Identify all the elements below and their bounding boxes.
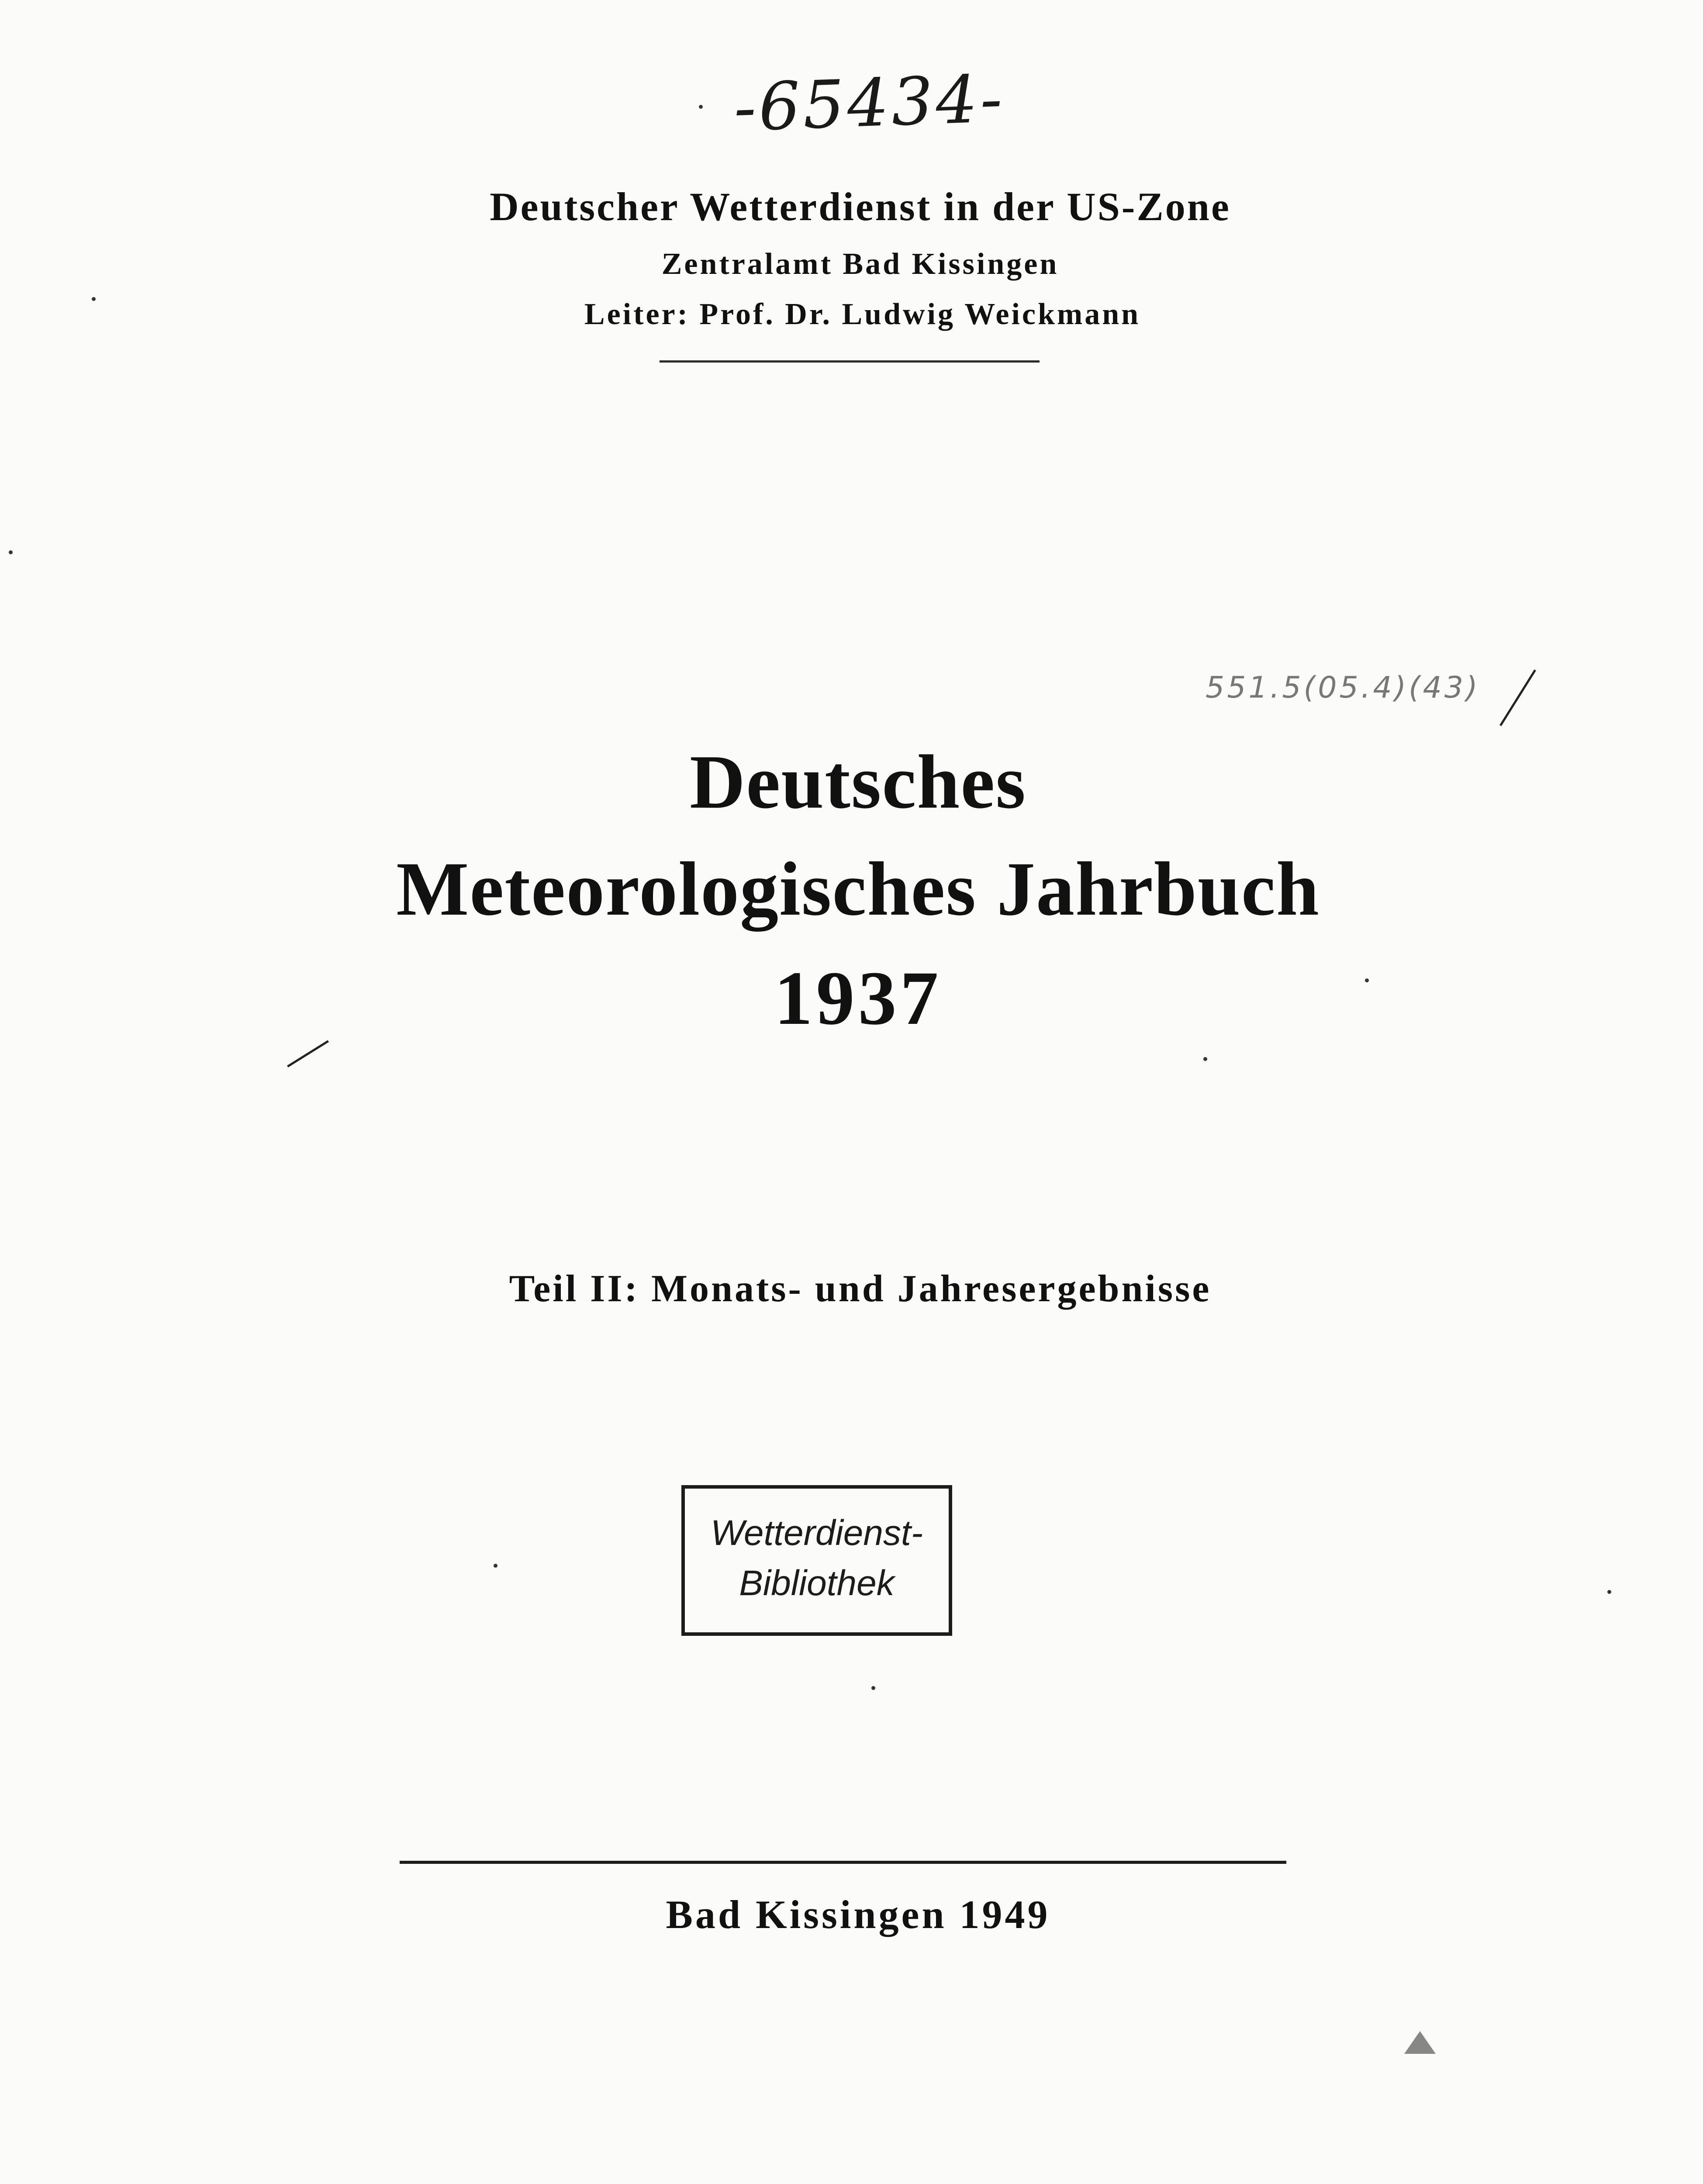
director-line: Leiter: Prof. Dr. Ludwig Weickmann (584, 297, 1141, 331)
triangle-mark-icon (1404, 2031, 1436, 2054)
institution-name: Deutscher Wetterdienst in der US-Zone (490, 184, 1231, 229)
pencil-stroke (287, 1040, 329, 1068)
paper-speck (92, 297, 96, 301)
title-line-2: Meteorologisches Jahrbuch (396, 847, 1320, 932)
title-line-1: Deutsches (690, 740, 1026, 825)
paper-speck (494, 1564, 497, 1568)
paper-speck (1203, 1057, 1207, 1061)
top-divider (660, 360, 1040, 363)
call-number-annotation: 551.5(05.4)(43) (1206, 670, 1480, 705)
bottom-divider (400, 1861, 1286, 1864)
paper-speck (871, 1686, 875, 1690)
paper-speck (1607, 1590, 1611, 1594)
subtitle: Teil II: Monats- und Jahresergebnisse (509, 1268, 1212, 1310)
paper-speck (1365, 978, 1369, 982)
stamp-line-1: Wetterdienst- (710, 1513, 923, 1553)
paper-speck (699, 105, 703, 109)
pencil-stroke (1499, 670, 1536, 726)
title-year: 1937 (774, 956, 942, 1041)
office-name: Zentralamt Bad Kissingen (661, 247, 1059, 281)
imprint: Bad Kissingen 1949 (666, 1892, 1050, 1937)
paper-speck (9, 550, 13, 554)
stamp-line-2: Bibliothek (739, 1563, 895, 1603)
handwritten-accession-number: -65434- (732, 61, 1006, 146)
library-stamp (681, 1485, 952, 1636)
